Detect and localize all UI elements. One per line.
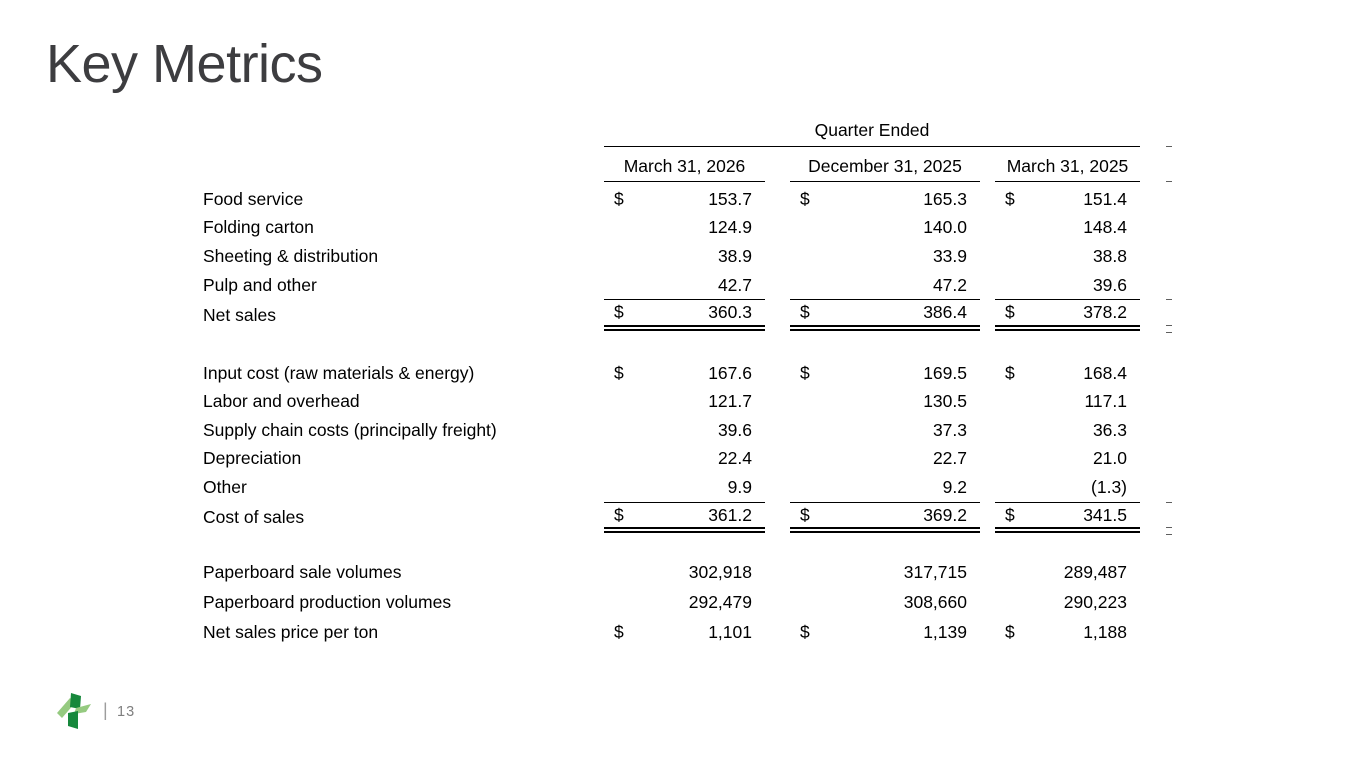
cell-value: 37.3 <box>932 419 967 440</box>
cell-value: 169.5 <box>923 362 967 383</box>
cell-value: 121.7 <box>708 391 752 412</box>
table-row-pulp-and-other <box>203 271 1140 300</box>
value-cell <box>604 445 765 474</box>
cell-value: 292,479 <box>688 591 752 612</box>
value-cell <box>995 359 1140 388</box>
row-label: Supply chain costs (principally freight) <box>203 419 497 440</box>
section-gap <box>203 331 1140 359</box>
cell-value: 38.9 <box>717 245 752 266</box>
value-cell <box>604 473 765 502</box>
spacer-cell <box>203 117 604 147</box>
spacer-cell <box>980 359 995 388</box>
table-row-cost-of-sales <box>203 502 1140 534</box>
spacer-cell <box>765 242 790 271</box>
table-row-net-sales <box>203 299 1140 331</box>
cell-value: 308,660 <box>903 591 967 612</box>
cell-value: 386.4 <box>923 302 967 323</box>
spacer-cell <box>765 359 790 388</box>
cell-value: 341.5 <box>1083 504 1127 525</box>
row-label: Paperboard production volumes <box>203 591 452 612</box>
value-cell <box>604 557 765 587</box>
dollar-sign: $ <box>800 621 810 642</box>
spacer-cell <box>765 557 790 587</box>
cell-value: 378.2 <box>1083 302 1127 323</box>
slide-title: Key Metrics <box>46 34 323 94</box>
value-cell <box>995 473 1140 502</box>
spacer-cell <box>765 214 790 243</box>
spacer-cell <box>980 617 995 647</box>
value-cell <box>995 617 1140 647</box>
value-cell <box>604 214 765 243</box>
value-cell <box>604 416 765 445</box>
table-row-supply-chain-costs <box>203 416 1140 445</box>
row-label: Other <box>203 477 247 498</box>
cropped-rule-artifact <box>1166 527 1172 535</box>
cropped-rule-artifact <box>1166 146 1172 147</box>
dollar-sign: $ <box>800 188 810 209</box>
cell-value: 290,223 <box>1063 591 1127 612</box>
row-label: Cost of sales <box>203 507 305 528</box>
spacer-cell <box>980 416 995 445</box>
value-cell <box>790 359 980 388</box>
cell-value: 148.4 <box>1083 217 1127 238</box>
page-number: 13 <box>117 704 136 720</box>
spacer-cell <box>765 387 790 416</box>
value-cell <box>995 557 1140 587</box>
table-row-labor-overhead <box>203 387 1140 416</box>
spacer-cell <box>980 147 995 182</box>
value-cell <box>995 416 1140 445</box>
cell-value: 151.4 <box>1083 188 1127 209</box>
spacer-cell <box>765 502 790 534</box>
cell-value: 153.7 <box>708 188 752 209</box>
dollar-sign: $ <box>614 504 624 525</box>
cell-value: (1.3) <box>1091 477 1127 498</box>
value-cell <box>790 242 980 271</box>
value-cell <box>790 185 980 214</box>
cell-value: 168.4 <box>1083 362 1127 383</box>
table-row-net-sales-price-per-ton <box>203 617 1140 647</box>
value-cell <box>790 587 980 617</box>
spacer-cell <box>980 445 995 474</box>
cell-value: 21.0 <box>1092 448 1127 469</box>
cell-value: 369.2 <box>923 504 967 525</box>
value-cell <box>790 271 980 300</box>
dollar-sign: $ <box>1005 302 1015 323</box>
value-cell <box>604 387 765 416</box>
dollar-sign: $ <box>614 362 624 383</box>
table-row-input-cost <box>203 359 1140 388</box>
company-pinwheel-logo-icon <box>56 692 92 730</box>
row-label: Sheeting & distribution <box>203 245 379 266</box>
row-label: Labor and overhead <box>203 391 360 412</box>
cell-value: 39.6 <box>1092 274 1127 295</box>
value-cell <box>790 502 980 534</box>
cell-value: 361.2 <box>708 504 752 525</box>
value-cell <box>995 587 1140 617</box>
value-cell <box>995 214 1140 243</box>
value-cell <box>604 242 765 271</box>
row-label: Pulp and other <box>203 274 317 295</box>
column-headers-row <box>203 147 1140 182</box>
cell-value: 124.9 <box>708 217 752 238</box>
spacer-cell <box>980 473 995 502</box>
table-row-food-service <box>203 185 1140 214</box>
value-cell <box>604 271 765 300</box>
value-cell <box>790 445 980 474</box>
column-header-march-2026: March 31, 2026 <box>604 147 765 182</box>
row-label: Paperboard sale volumes <box>203 561 402 582</box>
spacer-cell <box>980 271 995 300</box>
cell-value: 289,487 <box>1063 561 1127 582</box>
value-cell <box>604 185 765 214</box>
spacer-cell <box>980 214 995 243</box>
cropped-rule-artifact <box>1166 502 1172 503</box>
value-cell <box>995 242 1140 271</box>
dollar-sign: $ <box>800 302 810 323</box>
value-cell <box>995 271 1140 300</box>
spacer-cell <box>765 617 790 647</box>
row-label: Input cost (raw materials & energy) <box>203 362 475 383</box>
value-cell <box>604 617 765 647</box>
cell-value: 117.1 <box>1084 391 1127 412</box>
cell-value: 167.6 <box>708 362 752 383</box>
table-row-depreciation <box>203 445 1140 474</box>
value-cell <box>790 387 980 416</box>
table-row-paperboard-production-volumes <box>203 587 1140 617</box>
spacer-cell <box>765 416 790 445</box>
column-header-december-2025: December 31, 2025 <box>790 147 980 182</box>
cell-value: 9.2 <box>942 477 967 498</box>
cell-value: 1,139 <box>923 621 967 642</box>
value-cell <box>995 502 1140 534</box>
dollar-sign: $ <box>800 362 810 383</box>
cell-value: 165.3 <box>923 188 967 209</box>
cell-value: 317,715 <box>903 561 967 582</box>
cell-value: 130.5 <box>923 391 967 412</box>
value-cell <box>790 214 980 243</box>
table-row-folding-carton <box>203 214 1140 243</box>
cell-value: 39.6 <box>717 419 752 440</box>
value-cell <box>995 185 1140 214</box>
dollar-sign: $ <box>1005 188 1015 209</box>
spacer-cell <box>980 502 995 534</box>
spacer-cell <box>765 185 790 214</box>
quarter-ended-header-row <box>203 117 1140 147</box>
spacer-cell <box>765 147 790 182</box>
value-cell <box>790 617 980 647</box>
spacer-cell <box>765 445 790 474</box>
cell-value: 38.8 <box>1092 245 1127 266</box>
value-cell <box>995 445 1140 474</box>
table-row-other <box>203 473 1140 502</box>
dollar-sign: $ <box>1005 504 1015 525</box>
value-cell <box>995 387 1140 416</box>
spacer-cell <box>765 587 790 617</box>
value-cell <box>790 473 980 502</box>
value-cell <box>604 502 765 534</box>
spacer-cell <box>203 147 604 182</box>
spacer-cell <box>980 387 995 416</box>
spacer-cell <box>765 271 790 300</box>
cell-value: 33.9 <box>932 245 967 266</box>
financial-table <box>203 117 1140 647</box>
table-row-paperboard-sale-volumes <box>203 557 1140 587</box>
value-cell <box>604 299 765 331</box>
column-header-march-2025: March 31, 2025 <box>995 147 1140 182</box>
row-label: Depreciation <box>203 448 302 469</box>
value-cell <box>790 299 980 331</box>
row-label: Net sales <box>203 304 276 325</box>
value-cell <box>604 359 765 388</box>
cell-value: 42.7 <box>717 274 752 295</box>
footer-separator: | <box>103 700 108 720</box>
row-label: Folding carton <box>203 217 314 238</box>
table-row-sheeting-distribution <box>203 242 1140 271</box>
cell-value: 302,918 <box>688 561 752 582</box>
cropped-rule-artifact <box>1166 299 1172 300</box>
dollar-sign: $ <box>800 504 810 525</box>
dollar-sign: $ <box>1005 362 1015 383</box>
spacer-cell <box>980 299 995 331</box>
cell-value: 1,188 <box>1083 621 1127 642</box>
cropped-rule-artifact <box>1166 325 1172 333</box>
value-cell <box>995 299 1140 331</box>
value-cell <box>790 557 980 587</box>
dollar-sign: $ <box>1005 621 1015 642</box>
cropped-rule-artifact <box>1166 181 1172 182</box>
spacer-cell <box>980 185 995 214</box>
spacer-cell <box>980 587 995 617</box>
dollar-sign: $ <box>614 302 624 323</box>
dollar-sign: $ <box>614 188 624 209</box>
spacer-cell <box>980 557 995 587</box>
quarter-ended-header: Quarter Ended <box>604 117 1140 147</box>
row-label: Food service <box>203 188 304 209</box>
cell-value: 9.9 <box>727 477 752 498</box>
spacer-cell <box>765 299 790 331</box>
spacer-cell <box>765 473 790 502</box>
value-cell <box>790 416 980 445</box>
row-label: Net sales price per ton <box>203 621 379 642</box>
cell-value: 360.3 <box>708 302 752 323</box>
cell-value: 140.0 <box>923 217 967 238</box>
dollar-sign: $ <box>614 621 624 642</box>
spacer-cell <box>980 242 995 271</box>
value-cell <box>604 587 765 617</box>
cell-value: 22.7 <box>932 448 967 469</box>
cell-value: 1,101 <box>708 621 752 642</box>
cell-value: 22.4 <box>717 448 752 469</box>
cell-value: 36.3 <box>1092 419 1127 440</box>
section-gap <box>203 533 1140 557</box>
cell-value: 47.2 <box>932 274 967 295</box>
